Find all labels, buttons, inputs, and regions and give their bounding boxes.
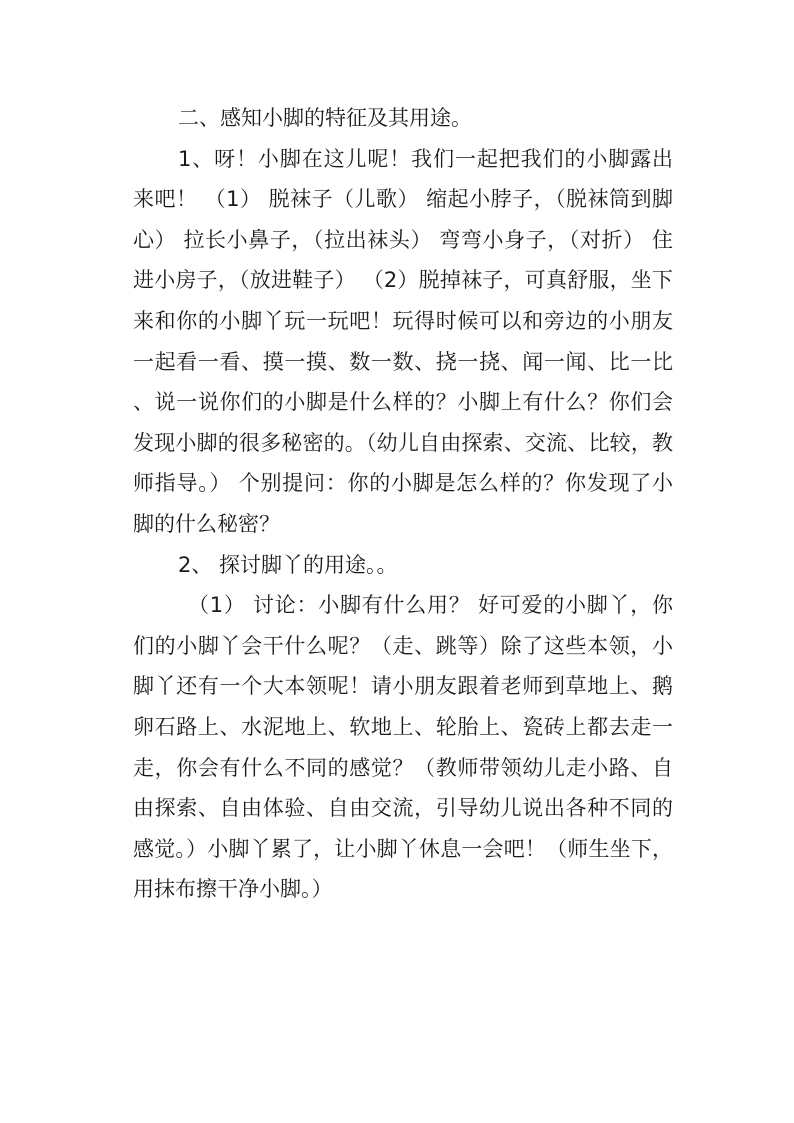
paragraph-discussion: （1） 讨论：小脚有什么用？ 好可爱的小脚丫，你们的小脚丫会干什么呢？（走、跳等）除了这些本领，小脚丫还有一个大本领呢！请小朋友跟着老师到草地上、鹅卵石路上、水泥地上、软地上、轮胎上、瓷砖上都去走一走，你会有什么不同的感觉？（教师带领幼儿走小路、自由探索、自由体验、自由交流，引导幼儿说出各种不同的感觉。）小脚丫累了，让小脚丫休息一会吧！（师生坐下，用抹布擦干净小脚。）: [133, 593, 673, 902]
document-body: [133, 98, 673, 910]
section-heading: 二、感知小脚的特征及其用途。: [178, 106, 472, 130]
paragraph-step-2: 2、 探讨脚丫的用途。。: [178, 552, 398, 577]
paragraph-step-1: 1、呀！小脚在这儿呢！我们一起把我们的小脚露出来吧！ （1） 脱袜子（儿歌） 缩起小脖子，（脱袜筒到脚心） 拉长小鼻子，（拉出袜头） 弯弯小身子，（对折） 住进小房子，（放进鞋子） （2）脱掉袜子，可真舒服，坐下来和你的小脚丫玩一玩吧！玩得时候可以和旁边的小朋友一起看一看、摸一摸、数一数、挠一挠、闻一闻、比一比、说一说你们的小脚是什么样的？小脚上有什么？你们会发现小脚的很多秘密的。（幼儿自由探索、交流、比较，教师指导。） 个别提问：你的小脚是怎么样的？你发现了小脚的什么秘密？: [133, 146, 673, 536]
